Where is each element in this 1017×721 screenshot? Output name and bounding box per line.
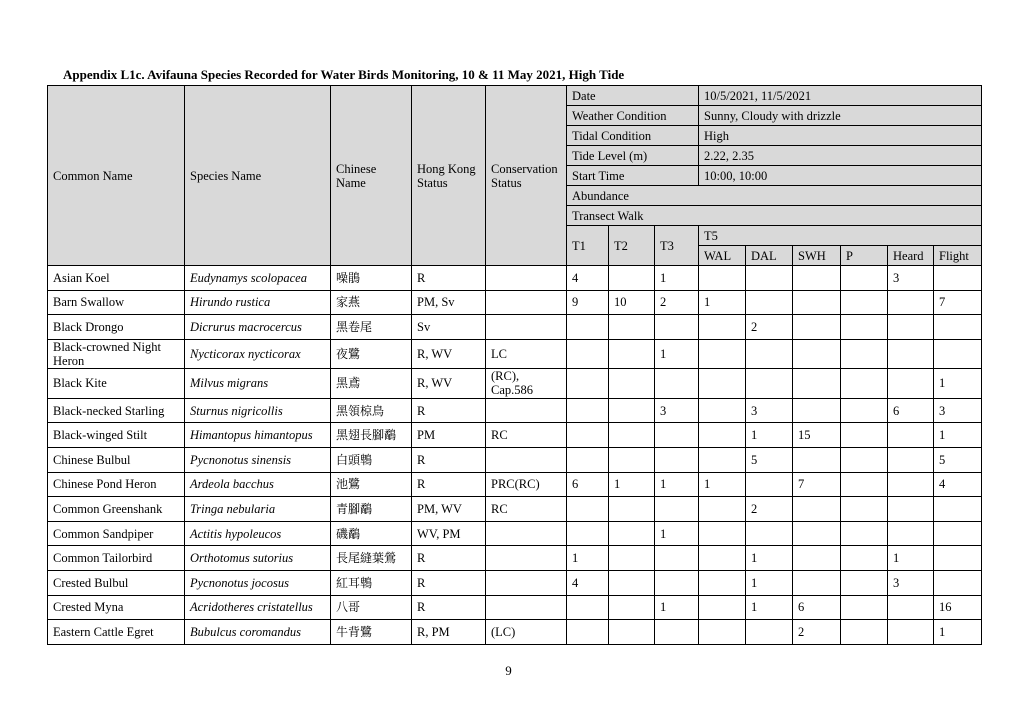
cell-count — [609, 339, 655, 368]
cell-count — [841, 290, 888, 315]
cell-common-name: Common Greenshank — [48, 497, 185, 522]
cell-conservation-status — [486, 315, 567, 340]
cell-count — [655, 423, 699, 448]
table-row — [48, 398, 982, 423]
cell-conservation-status: (RC), Cap.586 — [486, 368, 567, 398]
table-row — [48, 266, 982, 291]
cell-count — [567, 423, 609, 448]
cell-count — [746, 266, 793, 291]
cell-common-name: Common Sandpiper — [48, 521, 185, 546]
cell-common-name: Crested Myna — [48, 595, 185, 620]
cell-common-name: Asian Koel — [48, 266, 185, 291]
cell-species-name: Tringa nebularia — [185, 497, 331, 522]
cell-common-name: Chinese Bulbul — [48, 447, 185, 472]
cell-count — [567, 620, 609, 645]
cell-chinese-name: 黑卷尾 — [331, 315, 412, 340]
info-label-tide-level: Tide Level (m) — [567, 146, 699, 166]
info-label-date: Date — [567, 86, 699, 106]
cell-chinese-name: 池鷺 — [331, 472, 412, 497]
cell-species-name: Orthotomus sutorius — [185, 546, 331, 571]
cell-count — [655, 546, 699, 571]
cell-common-name: Black-crowned Night Heron — [48, 339, 185, 368]
transect-t1: T1 — [567, 226, 609, 266]
cell-conservation-status — [486, 521, 567, 546]
cell-count — [609, 546, 655, 571]
cell-count — [888, 521, 934, 546]
transect-label: Transect Walk — [567, 206, 982, 226]
cell-count — [609, 266, 655, 291]
cell-count — [699, 546, 746, 571]
cell-species-name: Eudynamys scolopacea — [185, 266, 331, 291]
info-value-start-time: 10:00, 10:00 — [699, 166, 982, 186]
cell-count — [567, 521, 609, 546]
cell-count — [609, 447, 655, 472]
cell-common-name: Eastern Cattle Egret — [48, 620, 185, 645]
table-row — [48, 315, 982, 340]
cell-species-name: Hirundo rustica — [185, 290, 331, 315]
transect-t5: T5 — [699, 226, 982, 246]
cell-conservation-status — [486, 398, 567, 423]
cell-count: 1 — [934, 368, 982, 398]
cell-hk-status: R — [412, 570, 486, 595]
cell-count — [841, 570, 888, 595]
cell-species-name: Dicrurus macrocercus — [185, 315, 331, 340]
cell-count: 2 — [655, 290, 699, 315]
cell-count — [841, 521, 888, 546]
t5-sub-wal: WAL — [699, 246, 746, 266]
cell-count: 1 — [746, 546, 793, 571]
cell-count — [699, 595, 746, 620]
transect-t2: T2 — [609, 226, 655, 266]
cell-species-name: Milvus migrans — [185, 368, 331, 398]
cell-count — [841, 423, 888, 448]
cell-count — [793, 339, 841, 368]
cell-count — [841, 315, 888, 340]
cell-count: 3 — [888, 266, 934, 291]
cell-conservation-status — [486, 290, 567, 315]
cell-count — [841, 368, 888, 398]
cell-count: 6 — [793, 595, 841, 620]
cell-chinese-name: 磯鷸 — [331, 521, 412, 546]
transect-t3: T3 — [655, 226, 699, 266]
table-row — [48, 368, 982, 398]
cell-count: 1 — [655, 521, 699, 546]
cell-count — [567, 315, 609, 340]
cell-count: 7 — [934, 290, 982, 315]
t5-sub-swh: SWH — [793, 246, 841, 266]
cell-count: 5 — [746, 447, 793, 472]
cell-count: 1 — [655, 472, 699, 497]
cell-common-name: Black Kite — [48, 368, 185, 398]
cell-count — [609, 521, 655, 546]
cell-hk-status: PM, Sv — [412, 290, 486, 315]
cell-chinese-name: 黑領椋鳥 — [331, 398, 412, 423]
document-title: Appendix L1c. Avifauna Species Recorded for Water Birds Monitoring, 10 & 11 May 2021, High Tide — [63, 67, 625, 82]
cell-species-name: Bubulcus coromandus — [185, 620, 331, 645]
cell-count: 4 — [567, 570, 609, 595]
cell-count — [841, 497, 888, 522]
table-row — [48, 570, 982, 595]
cell-hk-status: R — [412, 447, 486, 472]
cell-count: 2 — [746, 315, 793, 340]
cell-species-name: Pycnonotus sinensis — [185, 447, 331, 472]
info-label-tidal: Tidal Condition — [567, 126, 699, 146]
cell-count — [567, 497, 609, 522]
cell-hk-status: PM, WV — [412, 497, 486, 522]
cell-count — [934, 497, 982, 522]
cell-count — [746, 521, 793, 546]
cell-count — [841, 595, 888, 620]
cell-common-name: Black Drongo — [48, 315, 185, 340]
cell-count — [793, 521, 841, 546]
cell-count — [746, 368, 793, 398]
cell-count: 1 — [746, 570, 793, 595]
cell-count: 1 — [934, 620, 982, 645]
cell-count: 3 — [655, 398, 699, 423]
cell-count: 6 — [567, 472, 609, 497]
cell-count — [746, 620, 793, 645]
cell-count — [609, 595, 655, 620]
cell-common-name: Black-winged Stilt — [48, 423, 185, 448]
cell-chinese-name: 家燕 — [331, 290, 412, 315]
cell-count — [888, 447, 934, 472]
cell-count — [888, 472, 934, 497]
t5-sub-dal: DAL — [746, 246, 793, 266]
cell-count — [888, 315, 934, 340]
cell-count — [609, 368, 655, 398]
cell-hk-status: R — [412, 398, 486, 423]
cell-count: 1 — [655, 595, 699, 620]
info-value-date: 10/5/2021, 11/5/2021 — [699, 86, 982, 106]
cell-species-name: Nycticorax nycticorax — [185, 339, 331, 368]
cell-count: 15 — [793, 423, 841, 448]
cell-count — [699, 339, 746, 368]
table-row — [48, 521, 982, 546]
header-conservation-status: Conservation Status — [486, 86, 567, 266]
cell-count: 1 — [609, 472, 655, 497]
cell-chinese-name: 噪鵑 — [331, 266, 412, 291]
cell-count: 4 — [567, 266, 609, 291]
cell-species-name: Sturnus nigricollis — [185, 398, 331, 423]
cell-count: 16 — [934, 595, 982, 620]
cell-species-name: Actitis hypoleucos — [185, 521, 331, 546]
cell-count: 6 — [888, 398, 934, 423]
cell-chinese-name: 黑翅長腳鷸 — [331, 423, 412, 448]
cell-hk-status: PM — [412, 423, 486, 448]
cell-common-name: Chinese Pond Heron — [48, 472, 185, 497]
info-value-tidal: High — [699, 126, 982, 146]
cell-count — [655, 447, 699, 472]
cell-species-name: Pycnonotus jocosus — [185, 570, 331, 595]
cell-count — [655, 620, 699, 645]
cell-count — [793, 368, 841, 398]
cell-count — [841, 472, 888, 497]
cell-count — [609, 620, 655, 645]
cell-common-name: Black-necked Starling — [48, 398, 185, 423]
header-chinese-name: Chinese Name — [331, 86, 412, 266]
cell-count: 10 — [609, 290, 655, 315]
table-row — [48, 447, 982, 472]
cell-conservation-status — [486, 570, 567, 595]
cell-count — [793, 447, 841, 472]
cell-chinese-name: 夜鷺 — [331, 339, 412, 368]
cell-count — [793, 315, 841, 340]
cell-hk-status: R — [412, 266, 486, 291]
table-row — [48, 546, 982, 571]
cell-count: 1 — [746, 595, 793, 620]
table-row — [48, 423, 982, 448]
cell-count — [934, 339, 982, 368]
cell-count — [699, 620, 746, 645]
cell-count — [841, 266, 888, 291]
cell-count — [699, 497, 746, 522]
cell-count — [655, 368, 699, 398]
cell-count — [934, 266, 982, 291]
t5-sub-flight: Flight — [934, 246, 982, 266]
t5-sub-heard: Heard — [888, 246, 934, 266]
cell-count — [793, 266, 841, 291]
cell-count — [841, 546, 888, 571]
cell-count — [841, 447, 888, 472]
cell-count — [888, 595, 934, 620]
cell-count — [699, 368, 746, 398]
cell-count: 1 — [699, 290, 746, 315]
cell-hk-status: R, WV — [412, 339, 486, 368]
table-row — [48, 620, 982, 645]
info-label-start-time: Start Time — [567, 166, 699, 186]
cell-count — [567, 398, 609, 423]
cell-conservation-status: LC — [486, 339, 567, 368]
cell-count — [793, 570, 841, 595]
cell-count: 3 — [746, 398, 793, 423]
table-row — [48, 290, 982, 315]
cell-count: 2 — [746, 497, 793, 522]
cell-count — [841, 339, 888, 368]
cell-count — [793, 398, 841, 423]
cell-hk-status: R, WV — [412, 368, 486, 398]
cell-chinese-name: 白頭鵯 — [331, 447, 412, 472]
table-row — [48, 497, 982, 522]
cell-conservation-status: PRC(RC) — [486, 472, 567, 497]
cell-hk-status: R, PM — [412, 620, 486, 645]
cell-count — [699, 423, 746, 448]
cell-count: 1 — [888, 546, 934, 571]
cell-hk-status: Sv — [412, 315, 486, 340]
cell-count — [934, 315, 982, 340]
cell-count: 3 — [888, 570, 934, 595]
species-table — [47, 85, 982, 645]
cell-count: 4 — [934, 472, 982, 497]
cell-count — [699, 398, 746, 423]
cell-chinese-name: 青腳鷸 — [331, 497, 412, 522]
cell-count — [841, 398, 888, 423]
cell-count — [934, 546, 982, 571]
info-value-weather: Sunny, Cloudy with drizzle — [699, 106, 982, 126]
cell-species-name: Ardeola bacchus — [185, 472, 331, 497]
cell-count — [655, 570, 699, 595]
cell-conservation-status — [486, 266, 567, 291]
cell-count — [699, 447, 746, 472]
cell-count: 7 — [793, 472, 841, 497]
cell-count: 1 — [567, 546, 609, 571]
cell-count — [609, 497, 655, 522]
cell-conservation-status: RC — [486, 497, 567, 522]
cell-count — [567, 447, 609, 472]
cell-count — [888, 290, 934, 315]
table-row — [48, 339, 982, 368]
cell-count — [888, 423, 934, 448]
cell-count: 2 — [793, 620, 841, 645]
cell-count — [746, 472, 793, 497]
cell-count — [609, 398, 655, 423]
cell-common-name: Barn Swallow — [48, 290, 185, 315]
cell-count — [567, 595, 609, 620]
header-hk-status: Hong Kong Status — [412, 86, 486, 266]
cell-count — [888, 497, 934, 522]
cell-conservation-status: (LC) — [486, 620, 567, 645]
cell-hk-status: R — [412, 546, 486, 571]
cell-count: 9 — [567, 290, 609, 315]
cell-count — [567, 368, 609, 398]
cell-count — [841, 620, 888, 645]
cell-count — [609, 423, 655, 448]
cell-common-name: Crested Bulbul — [48, 570, 185, 595]
cell-species-name: Acridotheres cristatellus — [185, 595, 331, 620]
cell-common-name: Common Tailorbird — [48, 546, 185, 571]
cell-count — [793, 290, 841, 315]
cell-count: 1 — [934, 423, 982, 448]
cell-count — [609, 315, 655, 340]
cell-count — [746, 339, 793, 368]
cell-hk-status: R — [412, 595, 486, 620]
cell-count — [888, 339, 934, 368]
cell-count — [888, 620, 934, 645]
cell-count — [746, 290, 793, 315]
cell-species-name: Himantopus himantopus — [185, 423, 331, 448]
cell-count — [567, 339, 609, 368]
cell-count — [655, 497, 699, 522]
page-number: 9 — [505, 663, 512, 678]
cell-conservation-status — [486, 447, 567, 472]
cell-count: 1 — [655, 339, 699, 368]
cell-chinese-name: 長尾縫葉鶯 — [331, 546, 412, 571]
info-value-tide-level: 2.22, 2.35 — [699, 146, 982, 166]
cell-count: 1 — [746, 423, 793, 448]
cell-count — [699, 570, 746, 595]
cell-conservation-status: RC — [486, 423, 567, 448]
cell-conservation-status — [486, 595, 567, 620]
cell-hk-status: R — [412, 472, 486, 497]
header-common-name: Common Name — [48, 86, 185, 266]
cell-count — [655, 315, 699, 340]
cell-count — [793, 546, 841, 571]
cell-count — [699, 521, 746, 546]
table-row — [48, 472, 982, 497]
cell-hk-status: WV, PM — [412, 521, 486, 546]
header-row-date — [48, 86, 982, 106]
cell-chinese-name: 八哥 — [331, 595, 412, 620]
info-label-weather: Weather Condition — [567, 106, 699, 126]
cell-count: 1 — [699, 472, 746, 497]
table-row — [48, 595, 982, 620]
cell-count — [609, 570, 655, 595]
cell-count: 1 — [655, 266, 699, 291]
cell-count — [934, 521, 982, 546]
cell-count — [934, 570, 982, 595]
cell-chinese-name: 黑鳶 — [331, 368, 412, 398]
header-species-name: Species Name — [185, 86, 331, 266]
cell-count — [699, 266, 746, 291]
cell-count: 5 — [934, 447, 982, 472]
t5-sub-p: P — [841, 246, 888, 266]
cell-chinese-name: 牛背鷺 — [331, 620, 412, 645]
abundance-label: Abundance — [567, 186, 982, 206]
cell-count — [699, 315, 746, 340]
cell-count: 3 — [934, 398, 982, 423]
cell-conservation-status — [486, 546, 567, 571]
cell-chinese-name: 紅耳鵯 — [331, 570, 412, 595]
cell-count — [888, 368, 934, 398]
cell-count — [793, 497, 841, 522]
